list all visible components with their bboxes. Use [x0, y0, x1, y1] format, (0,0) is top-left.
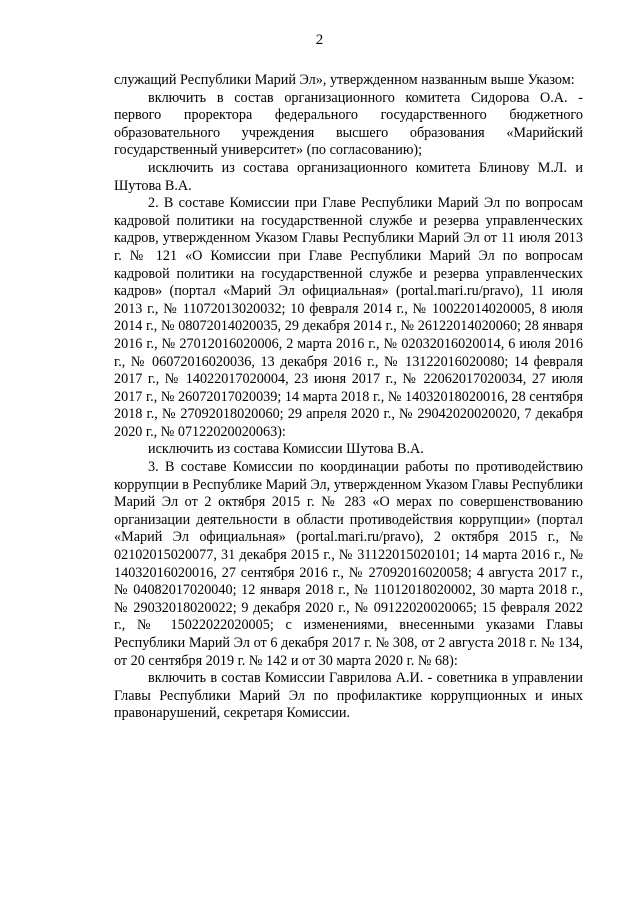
paragraph-exclude-shutov: исключить из состава Комиссии Шутова В.А.	[148, 441, 424, 458]
page-number: 2	[315, 32, 324, 48]
paragraph-include-gavrilov: включить в состав Комиссии Гаврилова А.И. - советника в управлении Главы Республики Марий Эл по профилактике коррупционных и иных правонарушений, секретаря Комиссии.	[114, 670, 583, 722]
paragraph-continuation: служащий Республики Марий Эл», утвержденном названным выше Указом:	[114, 72, 575, 88]
paragraph-exclude-blinova-shutov: исключить из состава организационного комитета Блинову М.Л. и Шутова В.А.	[114, 159, 583, 194]
document-body	[114, 72, 583, 723]
paragraph-item-2-personnel-commission: 2. В составе Комиссии при Главе Республики Марий Эл по вопросам кадровой политики на государственной службе и резерва управленческих кадров, утвержденном Указом Главы Республики Марий Эл от 11 июля 2013 г. № 121 «О Комиссии при Главе Республики Марий Эл по вопросам кадровой политики на государственной службе и резерва управленческих кадров» (портал «Марий Эл официальная» (portal.mari.ru/pravo), 11 июля 2013 г., № 11072013020032; 10 февраля 2014 г., № 10022014020005, 8 июля 2014 г., № 08072014020035, 29 декабря 2014 г., № 26122014020060; 28 января 2016 г., № 27012016020006, 2 марта 2016 г., № 02032016020014, 6 июля 2016 г., № 06072016020036, 13 декабря 2016 г., № 13122016020080; 14 февраля 2017 г., № 14022017020004, 23 июня 2017 г., № 22062017020034, 27 июля 2017 г., № 26072017020039; 14 марта 2018 г., № 14032018020016, 28 сентября 2018 г., № 27092018020060; 29 апреля 2020 г., № 29042020020020, 7 декабря 2020 г., № 07122020020063):	[114, 195, 583, 440]
paragraph-item-3-anticorruption-commission: 3. В составе Комиссии по координации работы по противодействию коррупции в Республике Марий Эл, утвержденном Указом Главы Республики Марий Эл от 2 октября 2015 г. № 283 «О мерах по совершенствованию организации деятельности в области противодействия коррупции» (портал «Марий Эл официальная» (portal.mari.ru/pravo), 2 октября 2015 г., № 02102015020077, 31 декабря 2015 г., № 31122015020101; 14 марта 2016 г., № 14032016020016, 27 сентября 2016 г., № 27092016020058; 4 августа 2017 г., № 04082017020040; 12 января 2018 г., № 11012018020002, 30 марта 2018 г., № 29032018020022; 9 декабря 2020 г., № 09122020020065; 15 февраля 2022 г., № 15022022020005; с изменениями, внесенными указами Главы Республики Марий Эл от 6 декабря 2017 г. № 308, от 2 августа 2018 г. № 134, от 20 сентября 2019 г. № 142 и от 30 марта 2020 г. № 68):	[114, 459, 583, 669]
paragraph-include-sidorov: включить в состав организационного комитета Сидорова О.А. - первого проректора федерального государственного бюджетного образовательного учреждения высшего образования «Марийский государственный университет» (по согласованию);	[114, 89, 583, 159]
